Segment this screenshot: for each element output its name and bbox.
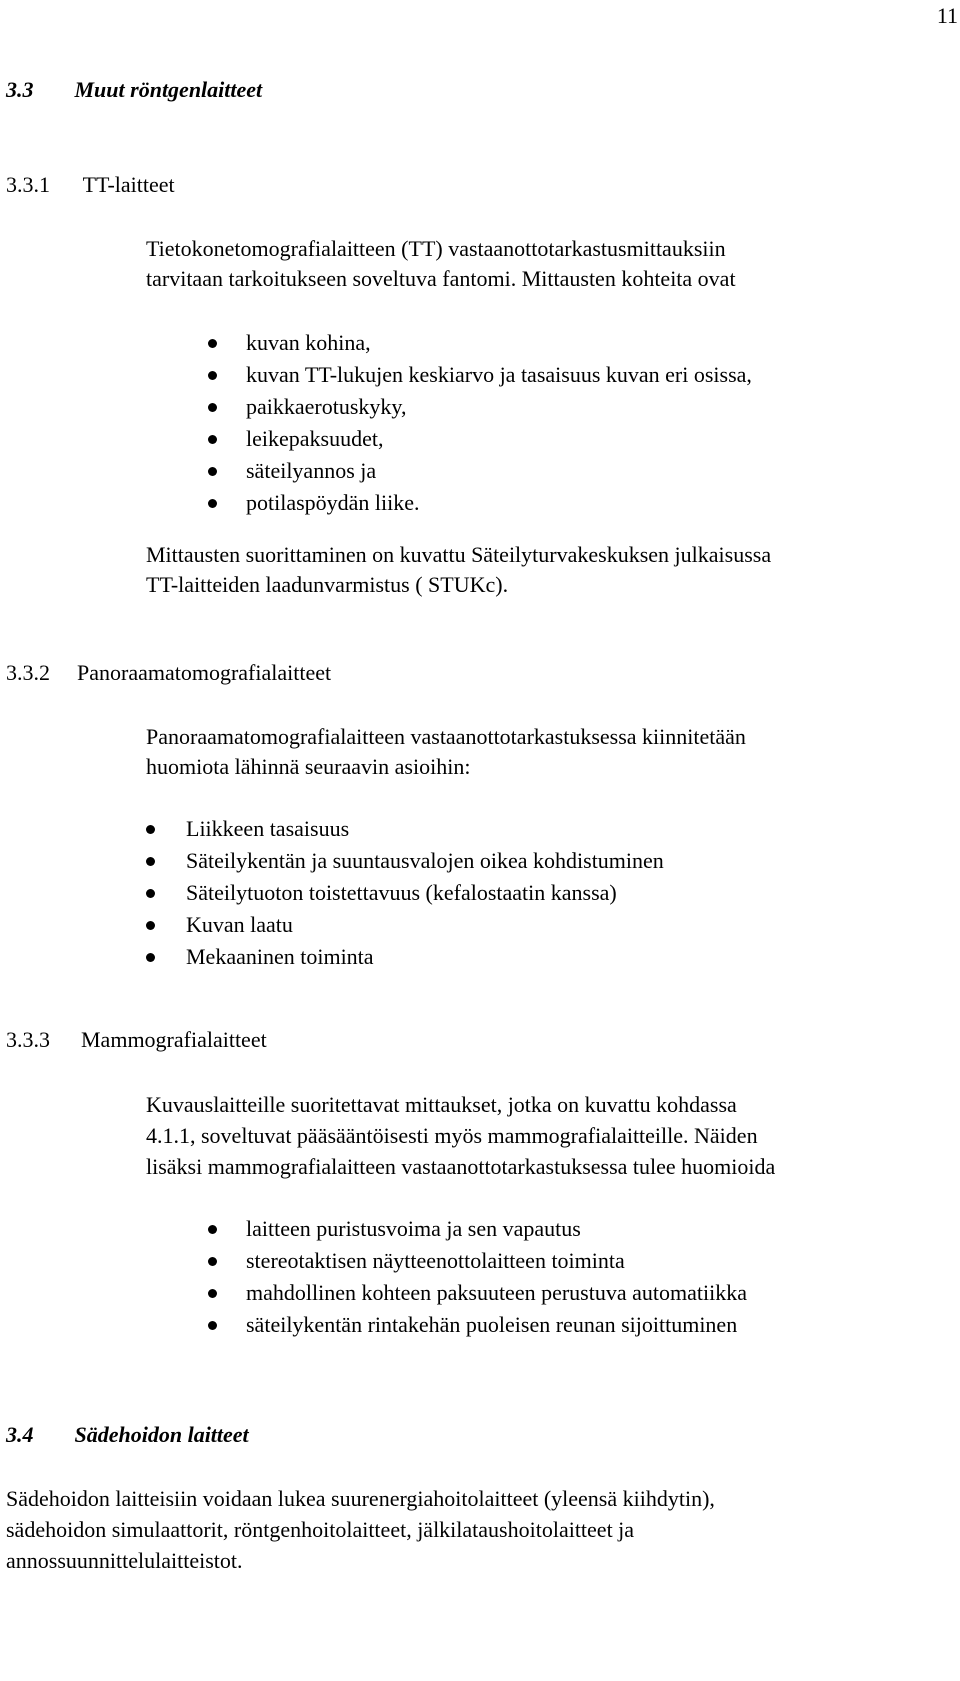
bullet-icon bbox=[146, 953, 155, 962]
section-title: TT-laitteet bbox=[82, 172, 175, 197]
bullet-icon bbox=[146, 921, 155, 930]
section-heading-3-4 bbox=[6, 1419, 249, 1451]
paragraph-line: TT-laitteiden laadunvarmistus ( STUKc). bbox=[146, 572, 509, 597]
bullet-icon bbox=[208, 1321, 217, 1330]
bullet-icon bbox=[146, 825, 155, 834]
section-number: 3.3.3 bbox=[6, 1027, 50, 1052]
bullet-icon bbox=[208, 403, 217, 412]
bullet-icon bbox=[208, 435, 217, 444]
section-number: 3.3.2 bbox=[6, 660, 50, 685]
section-title: Muut röntgenlaitteet bbox=[74, 77, 263, 102]
section-heading-3-3-1 bbox=[6, 169, 175, 201]
section-title: Mammografialaitteet bbox=[81, 1027, 267, 1052]
paragraph-line: sädehoidon simulaattorit, röntgenhoitolaitteet, jälkilataushoitolaitteet ja bbox=[6, 1517, 635, 1542]
bullet-icon bbox=[208, 371, 217, 380]
bullet-icon bbox=[146, 889, 155, 898]
paragraph-line: Kuvauslaitteille suoritettavat mittaukset, jotka on kuvattu kohdassa bbox=[146, 1092, 737, 1117]
bullet-icon bbox=[208, 499, 217, 508]
paragraph-line: Panoraamatomografialaitteen vastaanottotarkastuksessa kiinnitetään bbox=[146, 724, 746, 749]
section-number: 3.4 bbox=[6, 1422, 34, 1447]
bullet-icon bbox=[208, 1289, 217, 1298]
bullet-icon bbox=[208, 1257, 217, 1266]
paragraph-line: huomiota lähinnä seuraavin asioihin: bbox=[146, 754, 471, 779]
paragraph-line: annossuunnittelulaitteistot. bbox=[6, 1548, 243, 1573]
paragraph-line: Sädehoidon laitteisiin voidaan lukea suurenergiahoitolaitteet (yleensä kiihdytin), bbox=[6, 1486, 715, 1511]
section-number: 3.3 bbox=[6, 77, 34, 102]
paragraph-line: 4.1.1, soveltuvat pääsääntöisesti myös mammografialaitteille. Näiden bbox=[146, 1123, 758, 1148]
paragraph-line: Tietokonetomografialaitteen (TT) vastaanottotarkastusmittauksiin bbox=[146, 236, 726, 261]
bullet-icon bbox=[208, 467, 217, 476]
paragraph-line: Mittausten suorittaminen on kuvattu Säteilyturvakeskuksen julkaisussa bbox=[146, 542, 772, 567]
bullet-icon bbox=[208, 339, 217, 348]
section-title: Sädehoidon laitteet bbox=[74, 1422, 249, 1447]
paragraph-line: lisäksi mammografialaitteen vastaanottotarkastuksessa tulee huomioida bbox=[146, 1154, 776, 1179]
paragraph-line: tarvitaan tarkoitukseen soveltuva fantomi. Mittausten kohteita ovat bbox=[146, 266, 736, 291]
page-number: 11 bbox=[936, 3, 958, 28]
section-title: Panoraamatomografialaitteet bbox=[77, 660, 332, 685]
section-heading-3-3-2 bbox=[6, 657, 331, 689]
section-number: 3.3.1 bbox=[6, 172, 50, 197]
bullet-icon bbox=[208, 1225, 217, 1234]
section-heading-3-3-3 bbox=[6, 1024, 267, 1056]
bullet-icon bbox=[146, 857, 155, 866]
section-heading-3-3 bbox=[6, 74, 262, 106]
